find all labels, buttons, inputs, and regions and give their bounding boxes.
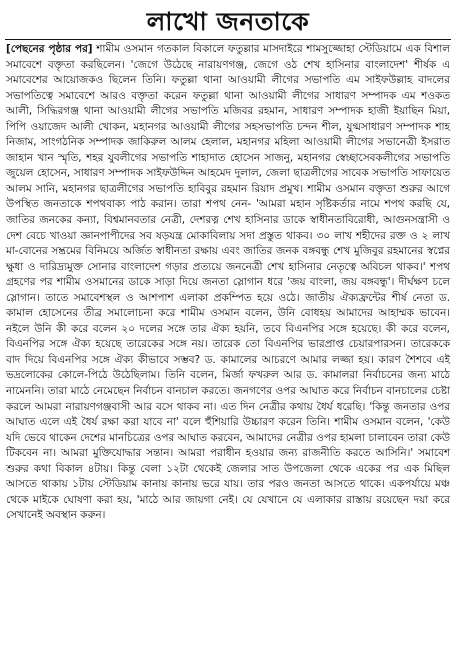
- newspaper-clipping: [5, 5, 451, 652]
- continued-tag: [পেছনের পৃষ্ঠার পর]: [6, 43, 93, 55]
- headline: লাখো জনতাকে: [146, 7, 310, 36]
- article-body: [5, 42, 451, 524]
- headline-rule: [5, 39, 451, 40]
- article-text: শামীম ওসমান গতকাল বিকালে ফতুল্লার মাসদাইরে শামসুজ্জোহা স্টেডিয়ামে এক বিশাল সমাবেশে বক্তৃতা করছিলেন। 'জেগে উঠেছে নারায়ণগঞ্জ, জেগে ওঠ শেখ হাসিনার বাংলাদেশ' শীর্ষক এ সমাবেশের আয়োজকও ছিলেন তিনি। ফতুল্লা থানা আওয়ামী লীগের সভাপতি এম সাইফউল্লাহ বাদলের সভাপতিত্বে সমাবেশে আরও বক্তৃতা করেন ফতুল্লা থানা আওয়ামী লীগের সাধারণ সম্পাদক এম শওকত আলী, সিদ্ধিরগঞ্জ থানা আওয়ামী লীগের সভাপতি মজিবর রহমান, সাধারণ সম্পাদক হাজী ইয়াছিন মিয়া, পিপি ওয়াজেদ আলী খোকন, মহানগর আওয়ামী লীগের সহসভাপতি চন্দন শীল, যুগ্মসাধারণ সম্পাদক শাহ নিজাম, সাংগঠনিক সম্পাদক জাকিরুল আলম হেলাল, মহানগর মহিলা আওয়ামী লীগের সভানেত্রী ইসরাত জাহান খান স্মৃতি, শহর যুবলীগের সভাপতি শাহাদাত হোসেন সাজনু, মহানগর স্বেচ্ছাসেবকলীগের সভাপতি জুয়েল হোসেন, সাধারণ সম্পাদক সাইফউদ্দিন আহমেদ দুলাল, জেলা ছাত্রলীগের সাবেক সভাপতি সাফায়েত আলম সানি, মহানগর ছাত্রলীগের সভাপতি হাবিবুর রহমান রিয়াদ প্রমুখ। শামীম ওসমান বক্তৃতা শুরুর আগে উপস্থিত জনতাকে শপথবাক্য পাঠ করান। তারা শপথ নেন- 'আমরা মহান সৃষ্টিকর্তার নামে শপথ করছি যে, জাতির জনকের কন্যা, বিশ্বমানবতার নেত্রী, দেশরত্ন শেখ হাসিনার ডাকে স্বাধীনতাবিরোধী, আগুনসন্ত্রাসী ও দেশ বেচে খাওয়া জ্ঞানপাপীদের সব ষড়যন্ত্র মোকাবিলায় সদা প্রস্তুত থাকব। ৩০ লাখ শহীদের রক্ত ও ২ লাখ মা-বোনের সম্ভ্রমের বিনিময়ে অর্জিত স্বাধীনতা রক্ষায় এবং জাতির জনক বঙ্গবন্ধু শেখ মুজিবুর রহমানের স্বপ্নের ক্ষুধা ও দারিদ্র্যমুক্ত সোনার বাংলাদেশ গড়ার প্রত্যয়ে জননেত্রী শেখ হাসিনার নেতৃত্বে অবিচল থাকব।' শপথ গ্রহণের পর শামীম ওসমানের ডাকে সাড়া দিয়ে জনতা স্লোগান ধরে 'জয় বাংলা, জয় বঙ্গবন্ধু'। দীর্ঘক্ষণ চলে স্লোগান। তাতে সমাবেশস্থল ও আশপাশ এলাকা প্রকম্পিত হয়ে ওঠে। জাতীয় ঐক্যফ্রন্টের শীর্ষ নেতা ড. কামাল হোসেনের তীব্র সমালোচনা করে শামীম ওসমান বলেন, উনি বোধহয় আমাদের আহাম্মক ভাবেন। নইলে উনি কী করে বলেন ২০ দলের সঙ্গে তার ঐক্য হয়নি, তবে বিএনপির সঙ্গে হয়েছে। কী করে বলেন, বিএনপির সঙ্গে ঐক্য হয়েছে তারেকের সঙ্গে নয়। তারেক তো বিএনপির ভারপ্রাপ্ত চেয়ারপারসন। তারেককে বাদ দিয়ে বিএনপির সঙ্গে ঐক্য কীভাবে সম্ভব? ড. কামালের আচরণে আমার লজ্জা হয়। কারণ শৈশবে এই ভদ্রলোকের কোলে-পিঠে উঠেছিলাম। তিনি বলেন, মির্জা ফখরুল আর ড. কামালরা নির্বাচনের জন্য মাঠে নামেননি। তারা মাঠে নেমেছেন নির্বাচন বানচাল করতে। জনগণের ওপর আঘাত করে নির্বাচন বানচালের চেষ্টা করলে আমরা নারায়ণগঞ্জবাসী আর বসে থাকব না। এত দিন নেত্রীর কথায় ধৈর্য ধরেছি। 'কিন্তু জনতার ওপর আঘাত এলে এই ধৈর্য রক্ষা করা যাবে না' বলে হুঁশিয়ারি উচ্চারণ করেন তিনি। শামীম ওসমান বলেন, 'কেউ যদি ভেবে থাকেন দেশের মানচিত্রের ওপর আঘাত করবেন, আমাদের নেত্রীর ওপর হামলা চালাবেন তারা কেউ টিকবেন না। আমরা মুক্তিযোদ্ধার সন্তান। আমরা পরাধীন হওয়ার জন্য রাজনীতি করতে আসিনি।' সমাবেশ শুরুর কথা বিকাল ৪টায়। কিন্তু বেলা ১২টা থেকেই জেলার সাত উপজেলা থেকে একের পর এক মিছিল আসতে থাকায় ১টায় স্টেডিয়াম কানায় কানায় ভরে যায়। তার পরও জনতা আসতে থাকে। একপর্যায়ে মঞ্চ থেকে মাইকে ঘোষণা করা হয়, 'মাঠে আর জায়গা নেই। যে যেখানে যে এলাকার রাস্তায় রয়েছেন দয়া করে সেখানেই অবস্থান করুন।: [6, 43, 451, 522]
